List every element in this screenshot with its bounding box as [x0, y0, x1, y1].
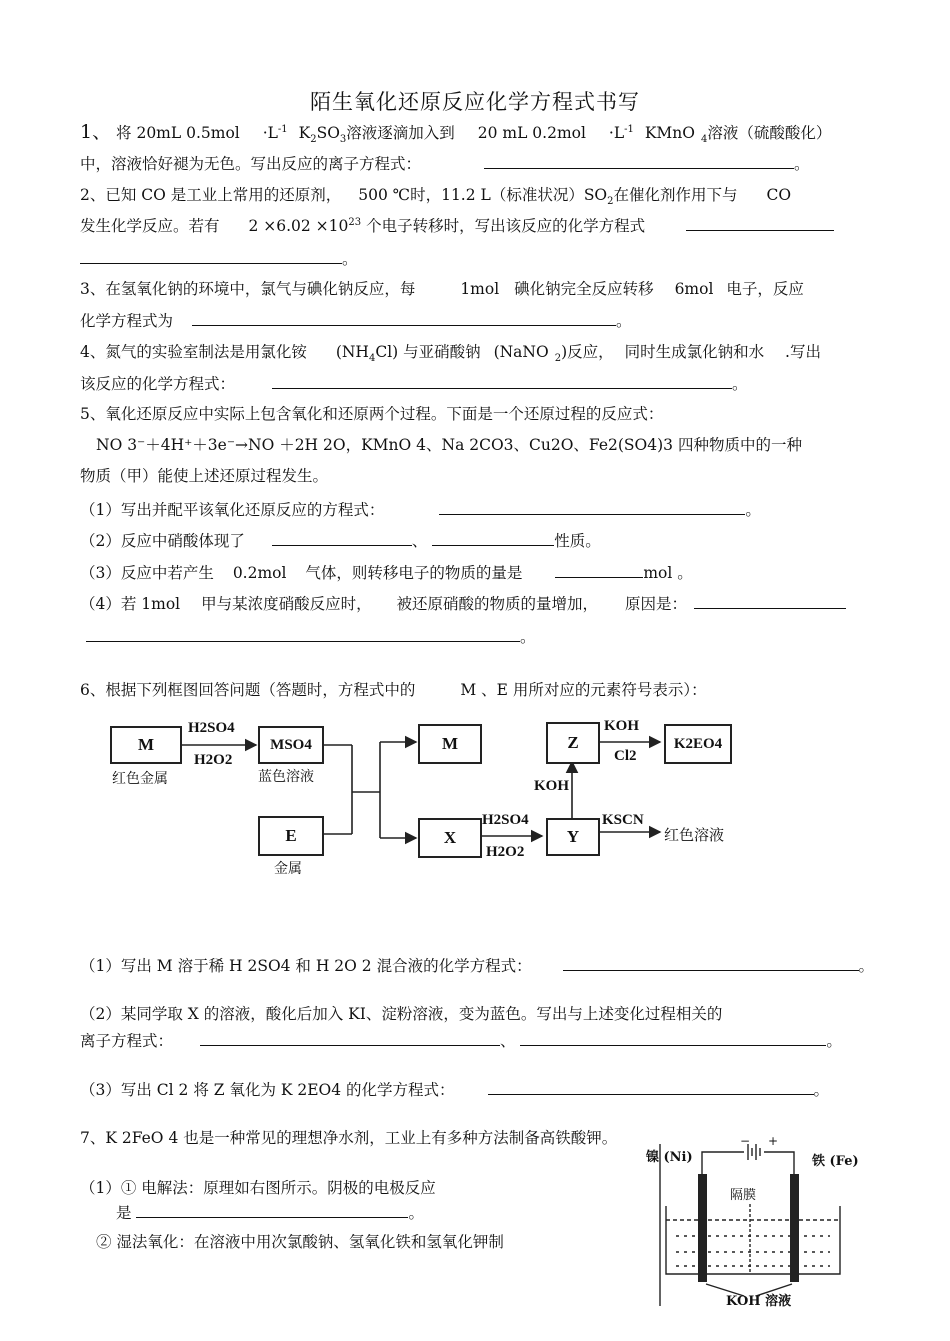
q5-sub-1 [80, 499, 761, 520]
q6-intro-line [80, 680, 707, 700]
q3-end: 。 [615, 312, 632, 330]
q7-intro: 7、K 2FeO 4 也是一种常见的理想净水剂，工业上有多种方法制备高铁酸钾。 [80, 1129, 618, 1147]
q5-s4-text-a: （4）若 1mol [80, 595, 181, 613]
iron-electrode [790, 1174, 799, 1282]
q5-s1-end: 。 [745, 501, 761, 519]
q4-text-g: .写出 [785, 343, 821, 361]
q4-end: 。 [731, 375, 748, 393]
q1-unit-b: ·L [608, 124, 625, 142]
label-koh-solution: KOH 溶液 [726, 1294, 792, 1309]
label-koh-1: KOH [604, 718, 640, 734]
q4-text-a: 4、氮气的实验室制法是用氯化铵 [80, 343, 307, 361]
q2-exp: 23 [348, 216, 362, 228]
label-minus: − [740, 1134, 751, 1148]
q5-s4-text-c: 被还原硝酸的物质的量增加， [396, 595, 599, 613]
q4-prompt: 该反应的化学方程式： [80, 375, 236, 393]
q1-exp-a: -1 [277, 123, 288, 135]
q5-s4-blank-b[interactable] [86, 626, 520, 642]
q3-text-b: 1mol [460, 280, 500, 298]
q6-s2-sep: 、 [499, 1032, 516, 1050]
label-koh-2: KOH [534, 778, 570, 794]
box-y: Y [546, 818, 600, 856]
q5-s2-end: 性质。 [554, 532, 601, 550]
q6-s2-prompt: 离子方程式： [80, 1032, 174, 1050]
q7-sub-1: （1）① 电解法：原理如右图所示。阴极的电极反应 [80, 1179, 436, 1197]
q4-text-f: 同时生成氯化钠和水 [624, 343, 765, 361]
q4-answer-blank[interactable] [272, 373, 732, 389]
q1-sub3: 4 [700, 134, 708, 146]
q3-text-a: 3、在氢氧化钠的环境中，氯气与碘化钠反应，每 [80, 280, 416, 298]
q5-s1-blank[interactable] [439, 499, 745, 515]
q5-s2-sep: 、 [411, 532, 428, 550]
q3-text-d: 6mol [674, 280, 714, 298]
q2-text-g: 个电子转移时，写出该反应的化学方程式 [366, 217, 646, 235]
q5-s3-text-c: 气体，则转移电子的物质的量是 [305, 564, 523, 582]
label-h2so4-2: H2SO4 [482, 812, 529, 828]
q6-s3-end: 。 [813, 1081, 830, 1099]
q6-sub-1 [80, 955, 874, 976]
q7-s1-prompt: 是 [116, 1204, 132, 1222]
nickel-electrode [698, 1174, 707, 1282]
q5-s3-end: mol 。 [643, 564, 693, 582]
q4-sub1: 4 [368, 353, 376, 365]
box-z: Z [546, 722, 600, 764]
q6-s3-blank[interactable] [488, 1079, 814, 1095]
q1-answer-blank[interactable] [484, 153, 794, 169]
q3-line-1 [80, 279, 804, 299]
q5-s2-text: （2）反应中硝酸体现了 [80, 532, 245, 550]
label-plus: + [768, 1134, 779, 1148]
caption-metal: 金属 [274, 861, 302, 877]
q2-answer-blank-a[interactable] [686, 215, 834, 231]
q6-s1-end: 。 [858, 957, 875, 975]
label-h2so4-1: H2SO4 [188, 720, 235, 736]
q4-text-b: (NH [335, 343, 369, 361]
q5-intro: 5、氧化还原反应中实际上包含氧化和还原两个过程。下面是一个还原过程的反应式： [80, 405, 664, 423]
q1-so: SO [316, 124, 340, 142]
q1-prompt: 中，溶液恰好褪为无色。写出反应的离子方程式： [80, 155, 422, 173]
label-iron: 铁 (Fe) [812, 1154, 859, 1169]
q5-s2-blank-a[interactable] [272, 530, 412, 546]
q5-s3-blank[interactable] [555, 562, 643, 578]
q1-unit-a: ·L [262, 124, 278, 142]
q1-text-b: 溶液逐滴加入到 [346, 124, 455, 142]
q7-s1-blank[interactable] [136, 1202, 408, 1218]
q5-s3-text-a: （3）反应中若产生 [80, 564, 214, 582]
q6-sub-2: （2）某同学取 X 的溶液，酸化后加入 KI、淀粉溶液，变为蓝色。写出与上述变化过程相关的 [80, 1005, 723, 1023]
q5-line-3: 物质（甲）能使上述还原过程发生。 [80, 467, 329, 485]
q7-s1-end: 。 [408, 1204, 424, 1222]
label-h2o2-1: H2O2 [194, 752, 233, 768]
q5-s3-text-b: 0.2mol [232, 564, 287, 582]
q2-text-a: 2、已知 CO 是工业上常用的还原剂， [80, 186, 342, 204]
q2-answer-blank-b[interactable] [80, 248, 342, 264]
box-m: M [418, 724, 482, 764]
wire-left [702, 1152, 744, 1174]
q1-text-d: 溶液（硫酸酸化） [707, 124, 832, 142]
q5-s4-blank-a[interactable] [694, 593, 846, 609]
q4-line-2 [80, 373, 747, 394]
beaker [666, 1206, 840, 1274]
q5-s4-text-d: 原因是： [624, 595, 687, 613]
q5-s1-text: （1）写出并配平该氧化还原反应的方程式： [80, 501, 385, 519]
q5-s4-end: 。 [520, 628, 536, 646]
q2-line-1 [80, 185, 792, 208]
page-title: 陌生氧化还原反应化学方程式书写 [310, 90, 640, 114]
q1-sub2: 3 [339, 134, 347, 146]
electrolysis-figure [644, 1134, 866, 1309]
q1-kmno: KMnO [644, 124, 695, 142]
q2-text-b: 500 ℃时，11.2 L（标准状况）SO [358, 186, 608, 204]
q3-text-c: 碘化钠完全反应转移 [514, 280, 654, 298]
q6-sub-2-line-2 [80, 1030, 842, 1051]
q3-prompt: 化学方程式为 [80, 312, 174, 330]
q6-s2-end: 。 [826, 1032, 842, 1050]
label-cl2: Cl2 [614, 748, 637, 764]
q7-sub-1-line-2 [116, 1202, 424, 1223]
q3-answer-blank[interactable] [192, 310, 616, 326]
q2-text-f: 2 ×6.02 ×10 [248, 217, 349, 235]
q2-line-3 [80, 248, 358, 269]
q1-line-1 [80, 121, 832, 146]
label-kscn: KSCN [602, 812, 644, 828]
q2-text-e: 发生化学反应。若有 [80, 217, 220, 235]
q4-text-c: Cl) 与亚硝酸钠 [375, 343, 481, 361]
q6-flow-diagram [108, 714, 740, 880]
q1-sub1: 2 [310, 134, 317, 146]
q2-text-c: 在催化剂作用下与 [613, 186, 738, 204]
q6-intro-2: M 、E 用所对应的元素符号表示）： [460, 681, 707, 699]
q5-s4-text-b: 甲与某浓度硝酸反应时， [201, 595, 372, 613]
q6-s1-blank[interactable] [563, 955, 859, 971]
q6-s1-text: （1）写出 M 溶于稀 H 2SO4 和 H 2O 2 混合液的化学方程式： [80, 957, 532, 975]
box-x: X [418, 818, 482, 858]
label-h2o2-2: H2O2 [486, 844, 525, 860]
q5-equation: NO 3⁻＋4H⁺＋3e⁻→NO ＋2H 2O，KMnO 4、Na 2CO3、Cu2O、Fe2(SO4)3 四种物质中的一种 [96, 436, 802, 454]
q6-s2-blank-a[interactable] [200, 1030, 500, 1046]
q2-end: 。 [342, 250, 358, 268]
caption-blue-solution: 蓝色溶液 [258, 769, 314, 785]
q1-k: K [298, 124, 311, 142]
q1-number: 1、 [80, 121, 112, 143]
q5-sub-2 [80, 530, 601, 551]
caption-red-metal: 红色金属 [112, 771, 168, 787]
q4-text-e: )反应， [561, 343, 614, 361]
wire-right [764, 1152, 794, 1174]
q4-line-1 [80, 342, 821, 365]
box-m-red-metal: M [110, 726, 182, 764]
label-membrane: 隔膜 [730, 1184, 756, 1203]
q2-text-d: CO [766, 186, 792, 204]
q6-sub-3 [80, 1079, 829, 1100]
q2-line-2 [80, 215, 834, 236]
q1-text-a: 将 20mL 0.5mol [116, 124, 240, 142]
q5-sub-4-line-2 [86, 626, 536, 647]
box-e-metal: E [258, 816, 324, 856]
box-mso4: MSO4 [258, 726, 324, 764]
q5-s2-blank-b[interactable] [432, 530, 554, 546]
q3-line-2 [80, 310, 631, 331]
q6-s3-text: （3）写出 Cl 2 将 Z 氧化为 K 2EO4 的化学方程式： [80, 1081, 455, 1099]
caption-red-solution: 红色溶液 [664, 826, 725, 844]
q6-s2-blank-b[interactable] [520, 1030, 826, 1046]
q3-text-e: 电子，反应 [726, 280, 804, 298]
q5-sub-4 [80, 593, 846, 614]
label-nickel: 镍 (Ni) [646, 1150, 693, 1165]
q1-end: 。 [793, 155, 810, 173]
box-k2eo4: K2EO4 [664, 724, 732, 764]
q2-sub: 2 [607, 196, 614, 208]
q1-text-c: 20 mL 0.2mol [477, 124, 586, 142]
q7-sub-2: ② 湿法氧化：在溶液中用次氯酸钠、氢氧化铁和氢氧化钾制 [96, 1233, 504, 1251]
q4-text-d: (NaNO [493, 343, 549, 361]
q6-intro: 6、根据下列框图回答问题（答题时，方程式中的 [80, 681, 416, 699]
q5-sub-3 [80, 562, 693, 583]
q4-sub2: 2 [554, 353, 562, 365]
q1-exp-b: -1 [624, 123, 634, 135]
q1-line-2 [80, 153, 809, 174]
